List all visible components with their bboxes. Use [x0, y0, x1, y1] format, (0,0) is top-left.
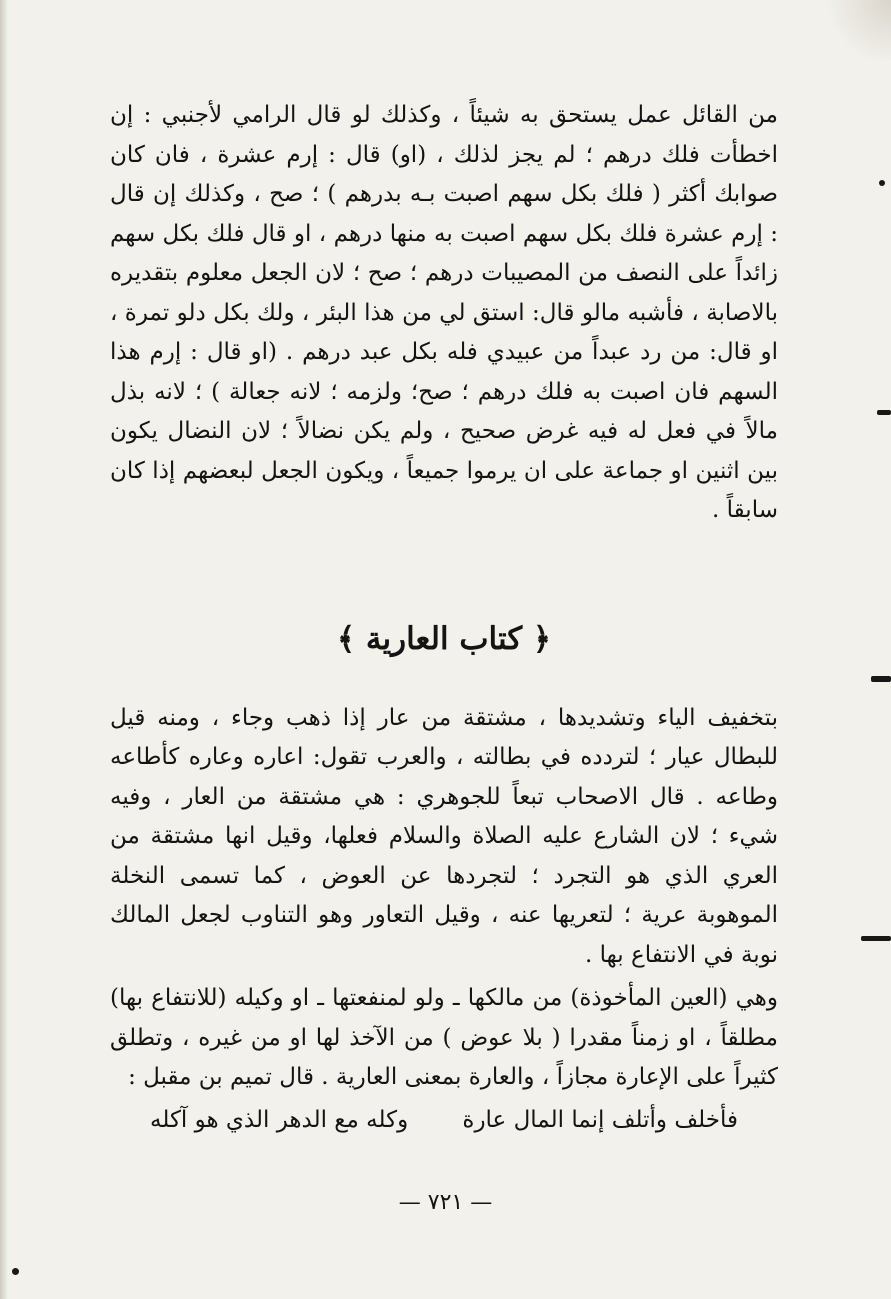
section-title: ﴿ كتاب العارية ﴾	[336, 620, 552, 657]
verse-first-hemistich: فأخلف وأتلف إنما المال عارة	[462, 1106, 738, 1133]
scan-mark	[877, 410, 891, 415]
scan-mark	[861, 936, 891, 941]
opening-paragraph: من القائل عمل يستحق به شيئاً ، وكذلك لو قال الرامي لأجنبي : إن اخطأت فلك درهم ؛ لم يجز لذلك ، (او) قال : إرم عشرة ، فان كان صوابك أكثر ( فلك بكل سهم اصبت بـه بدرهم ) ؛ صح ، وكذلك إن قال : إرم عشرة فلك بكل سهم اصبت به منها درهم ، او قال فلك بكل سهم زائداً على النصف من المصيبات درهم ؛ صح ؛ لان الجعل معلوم بتقديره بالاصابة ، فأشبه مالو قال: استق لي من هذا البئر ، ولك بكل دلو تمرة ، او قال: من رد عبداً من عبيدي فله بكل عبد درهم . (او قال : إرم هذا السهم فان اصبت به فلك درهم ؛ صح؛ ولزمه ؛ لانه جعالة ) ؛ لانه بذل مالاً في فعل له فيه غرض صحيح ، ولم يكن نضالاً ؛ لان النضال يكون بين اثنين او جماعة على ان يرموا جميعاً ، ويكون الجعل لبعضهم إذا كان سابقاً .	[110, 102, 778, 523]
scan-mark	[871, 676, 891, 682]
scan-mark	[12, 1268, 19, 1275]
verse-second-hemistich: وكله مع الدهر الذي هو آكله	[150, 1106, 409, 1133]
poetry-verse	[110, 1100, 778, 1140]
ruling-paragraph: وهي (العين المأخوذة) من مالكها ـ ولو لمنفعتها ـ او وكيله (للانتفاع بها) مطلقاً ، او زمناً مقدرا ( بلا عوض ) من الآخذ لها او من غيره ، وتطلق كثيراً على الإعارة مجازاً ، والعارة بمعنى العارية . قال تميم بن مقبل :	[110, 985, 778, 1090]
page-number: — ٧٢١ —	[398, 1190, 493, 1215]
scan-edge-shadow	[0, 0, 8, 1299]
scan-corner-shadow	[821, 0, 891, 60]
scan-mark	[879, 180, 885, 186]
definition-paragraph: بتخفيف الياء وتشديدها ، مشتقة من عار إذا ذهب وجاء ، ومنه قيل للبطال عيار ؛ لتردده في بطالته ، والعرب تقول: اعاره وعاره كأطاعه وطاعه . قال الاصحاب تبعاً للجوهري : هي مشتقة من العار ، وفيه شيء ؛ لان الشارع عليه الصلاة والسلام فعلها، وقيل انها مشتقة من العري الذي هو التجرد ؛ لتجردها عن العوض ، كما تسمى النخلة الموهوبة عرية ؛ لتعريها عنه ، وقيل التعاور وهو التناوب لجعل المالك نوبة في الانتفاع بها .	[110, 704, 778, 968]
page-body	[110, 96, 778, 1140]
